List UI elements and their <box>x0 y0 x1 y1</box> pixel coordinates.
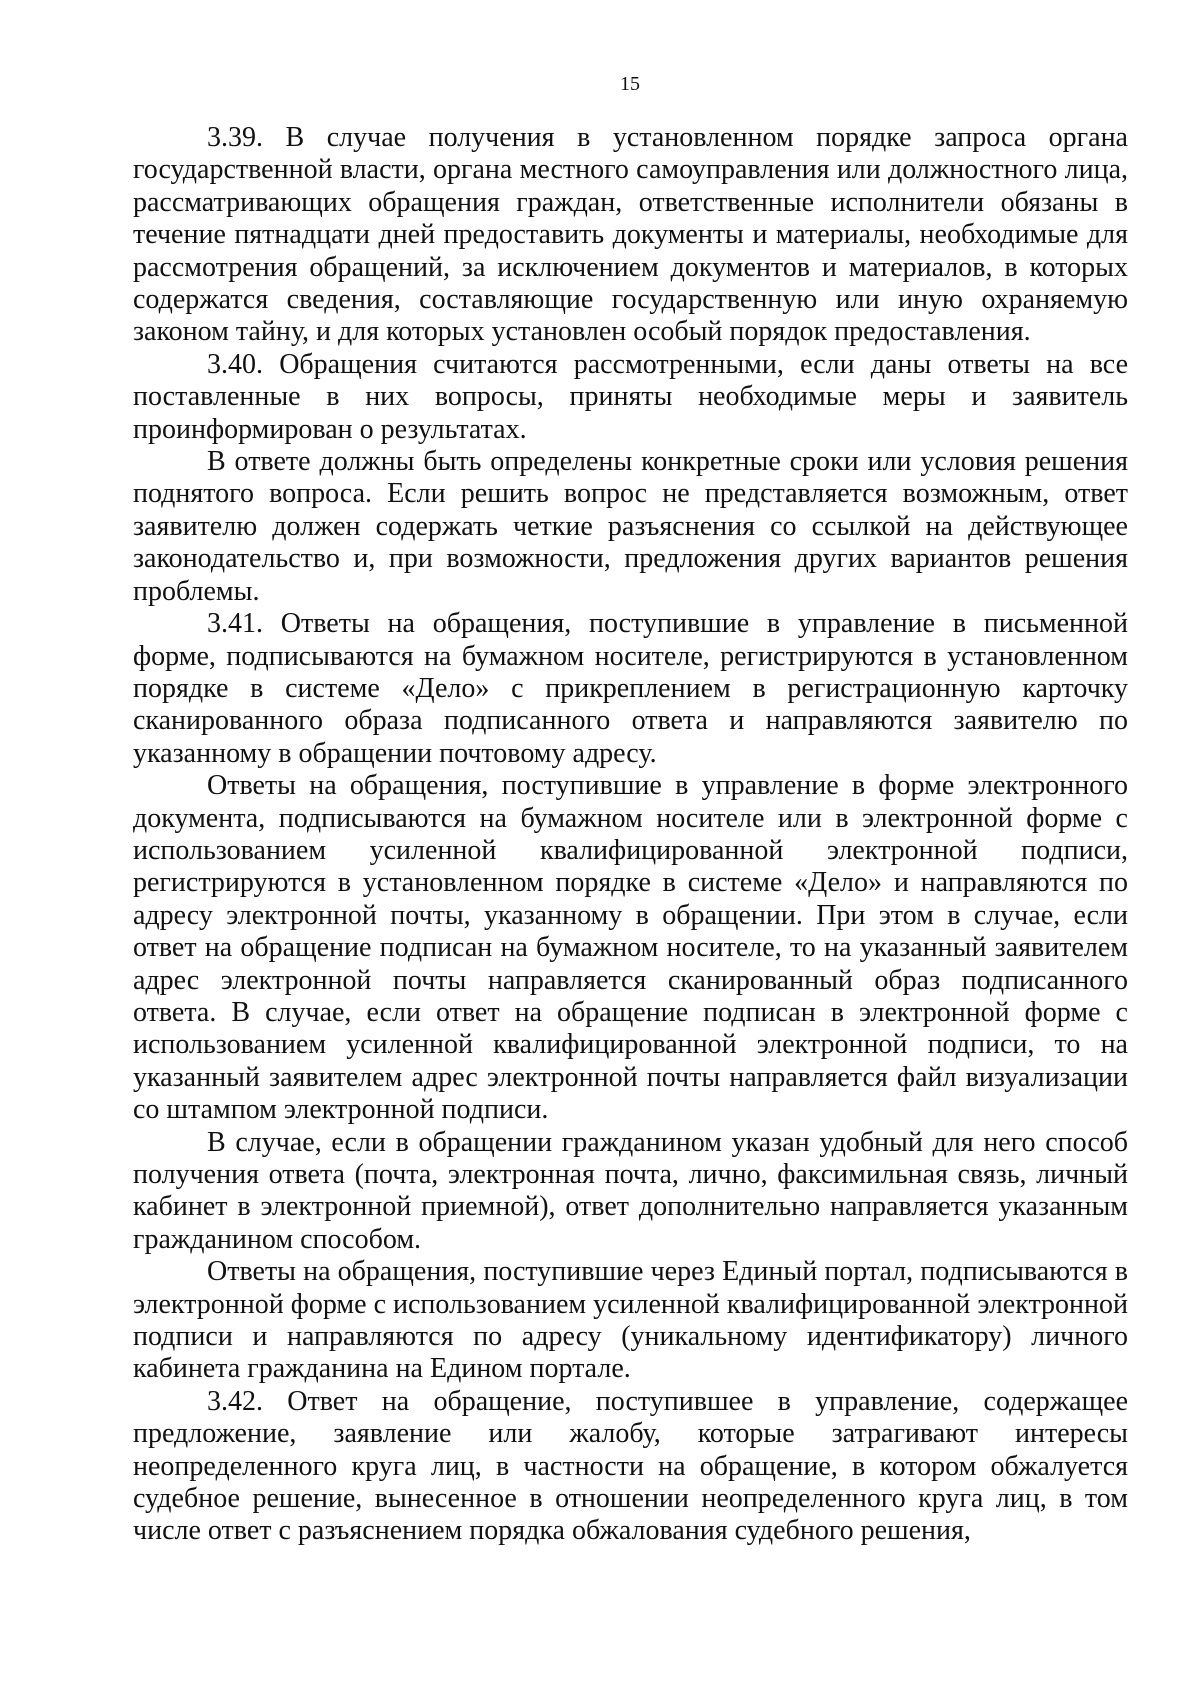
paragraph-unified-portal: Ответы на обращения, поступившие через Единый портал, подписываются в электронной форме с использованием усиленной квалифицированной электронной подписи и направляются по адресу (уникальному идентификатору) личного кабинета гражданина на Едином портале. <box>133 1256 1128 1385</box>
page-number: 15 <box>620 73 640 95</box>
paragraph-preferred-delivery: В случае, если в обращении гражданином указан удобный для него способ получения ответа (почта, электронная почта, лично, факсимильная связь, личный кабинет в электронной приемной), ответ дополнительно направляется указанным гражданином способом. <box>133 1126 1128 1255</box>
paragraph-electronic-answers: Ответы на обращения, поступившие в управление в форме электронного документа, подписываются на бумажном носителе или в электронной форме с использованием усиленной квалифицированной электронной подписи, регистрируются в установленном порядке в системе «Дело» и направляются по адресу электронной почты, указанному в обращении. При этом в случае, если ответ на обращение подписан на бумажном носителе, то на указанный заявителем адрес электронной почты направляется сканированный образ подписанного ответа. В случае, если ответ на обращение подписан в электронной форме с использованием усиленной квалифицированной электронной подписи, то на указанный заявителем адрес электронной почты направляется файл визуализации со штампом электронной подписи. <box>133 770 1128 1126</box>
paragraph-3-42: 3.42. Ответ на обращение, поступившее в управление, содержащее предложение, заявление или жалобу, которые затрагивают интересы неопределенного круга лиц, в частности на обращение, в котором обжалуется судебное решение, вынесенное в отношении неопределенного круга лиц, в том числе ответ с разъяснением порядка обжалования судебного решения, <box>133 1385 1128 1547</box>
paragraph-3-39: 3.39. В случае получения в установленном порядке запроса органа государственной власти, органа местного самоуправления или должностного лица, рассматривающих обращения граждан, ответственные исполнители обязаны в течение пятнадцати дней предоставить документы и материалы, необходимые для рассмотрения обращений, за исключением документов и материалов, в которых содержатся сведения, составляющие государственную или иную охраняемую законом тайну, и для которых установлен особый порядок предоставления. <box>133 122 1128 348</box>
paragraph-answer-requirements: В ответе должны быть определены конкретные сроки или условия решения поднятого вопроса. Если решить вопрос не представляется возможным, ответ заявителю должен содержать четкие разъяснения со ссылкой на действующее законодательство и, при возможности, предложения других вариантов решения проблемы. <box>133 446 1128 607</box>
paragraph-3-41: 3.41. Ответы на обращения, поступившие в управление в письменной форме, подписываются на бумажном носителе, регистрируются в установленном порядке в системе «Дело» с прикреплением в регистрационную карточку сканированного образа подписанного ответа и направляются заявителю по указанному в обращении почтовому адресу. <box>133 608 1128 769</box>
document-body <box>133 122 1128 1548</box>
paragraph-3-40: 3.40. Обращения считаются рассмотренными, если даны ответы на все поставленные в них вопросы, приняты необходимые меры и заявитель проинформирован о результатах. <box>133 348 1128 445</box>
